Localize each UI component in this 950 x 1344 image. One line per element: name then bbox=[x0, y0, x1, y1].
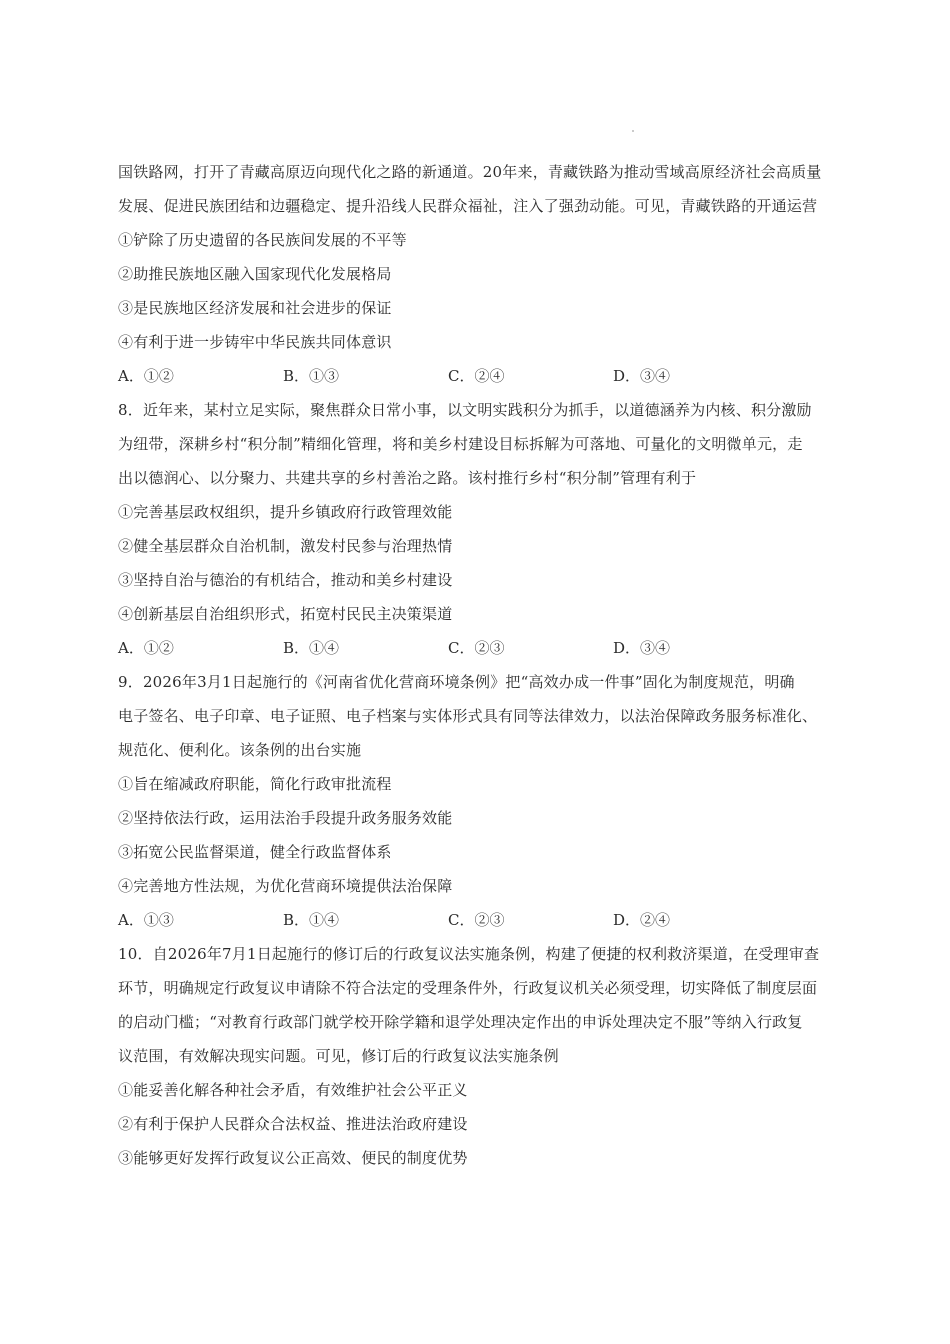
statement-4: ④创新基层自治组织形式，拓宽村民民主决策渠道 bbox=[118, 605, 453, 623]
question-stem-line: 10．自2026年7月1日起施行的修订后的行政复议法实施条例，构建了便捷的权利救济渠道，在受理审查 bbox=[118, 945, 820, 963]
statement-3: ③坚持自治与德治的有机结合，推动和美乡村建设 bbox=[118, 571, 453, 589]
statement-1: ①旨在缩减政府职能，简化行政审批流程 bbox=[118, 775, 392, 793]
question-7 bbox=[118, 155, 838, 393]
question-stem-line: 的启动门槛；“对教育行政部门就学校开除学籍和退学处理决定作出的申诉处理决定不服”等纳入行政复 bbox=[118, 1013, 803, 1031]
question-8 bbox=[118, 393, 838, 665]
option-d: D．③④ bbox=[613, 367, 671, 385]
statement-1: ①完善基层政权组织，提升乡镇政府行政管理效能 bbox=[118, 503, 453, 521]
statement-1: ①铲除了历史遗留的各民族间发展的不平等 bbox=[118, 231, 407, 249]
question-stem-line: 环节，明确规定行政复议申请除不符合法定的受理条件外，行政复议机关必须受理，切实降低了制度层面 bbox=[118, 979, 818, 997]
statement-2: ②助推民族地区融入国家现代化发展格局 bbox=[118, 265, 392, 283]
question-stem-line: 为纽带，深耕乡村“积分制”精细化管理，将和美乡村建设目标拆解为可落地、可量化的文明微单元，走 bbox=[118, 435, 803, 453]
question-stem-line: 发展、促进民族团结和边疆稳定、提升沿线人民群众福祉，注入了强劲动能。可见，青藏铁路的开通运营 bbox=[118, 197, 818, 215]
question-stem-line: 电子签名、电子印章、电子证照、电子档案与实体形式具有同等法律效力，以法治保障政务服务标准化、 bbox=[118, 707, 818, 725]
statement-3: ③是民族地区经济发展和社会进步的保证 bbox=[118, 299, 392, 317]
option-b: B．①④ bbox=[283, 911, 340, 929]
question-stem-line: 出以德润心、以分聚力、共建共享的乡村善治之路。该村推行乡村“积分制”管理有利于 bbox=[118, 469, 697, 487]
option-b: B．①④ bbox=[283, 639, 340, 657]
statement-3: ③拓宽公民监督渠道，健全行政监督体系 bbox=[118, 843, 392, 861]
statement-3: ③能够更好发挥行政复议公正高效、便民的制度优势 bbox=[118, 1149, 468, 1167]
option-c: C．②③ bbox=[448, 911, 505, 929]
option-c: C．②③ bbox=[448, 639, 505, 657]
statement-4: ④完善地方性法规，为优化营商环境提供法治保障 bbox=[118, 877, 453, 895]
question-stem-line: 9．2026年3月1日起施行的《河南省优化营商环境条例》把“高效办成一件事”固化为制度规范，明确 bbox=[118, 673, 795, 691]
question-10 bbox=[118, 937, 838, 1175]
question-stem-line: 规范化、便利化。该条例的出台实施 bbox=[118, 741, 362, 759]
option-d: D．②④ bbox=[613, 911, 671, 929]
question-stem-line: 国铁路网，打开了青藏高原迈向现代化之路的新通道。20年来，青藏铁路为推动雪域高原经济社会高质量 bbox=[118, 163, 822, 181]
statement-4: ④有利于进一步铸牢中华民族共同体意识 bbox=[118, 333, 392, 351]
question-9 bbox=[118, 665, 838, 937]
statement-2: ②有利于保护人民群众合法权益、推进法治政府建设 bbox=[118, 1115, 468, 1133]
statement-1: ①能妥善化解各种社会矛盾，有效维护社会公平正义 bbox=[118, 1081, 468, 1099]
scan-speck bbox=[632, 130, 634, 132]
option-a: A．①③ bbox=[118, 911, 174, 929]
exam-page bbox=[118, 155, 838, 1175]
answer-options bbox=[118, 359, 838, 393]
statement-2: ②健全基层群众自治机制，激发村民参与治理热情 bbox=[118, 537, 453, 555]
option-a: A．①② bbox=[118, 367, 174, 385]
option-d: D．③④ bbox=[613, 639, 671, 657]
question-stem-line: 8．近年来，某村立足实际，聚焦群众日常小事，以文明实践积分为抓手，以道德涵养为内核、积分激励 bbox=[118, 401, 812, 419]
question-stem-line: 议范围，有效解决现实问题。可见，修订后的行政复议法实施条例 bbox=[118, 1047, 559, 1065]
answer-options bbox=[118, 903, 838, 937]
statement-2: ②坚持依法行政，运用法治手段提升政务服务效能 bbox=[118, 809, 453, 827]
answer-options bbox=[118, 631, 838, 665]
option-a: A．①② bbox=[118, 639, 174, 657]
option-b: B．①③ bbox=[283, 367, 340, 385]
option-c: C．②④ bbox=[448, 367, 505, 385]
